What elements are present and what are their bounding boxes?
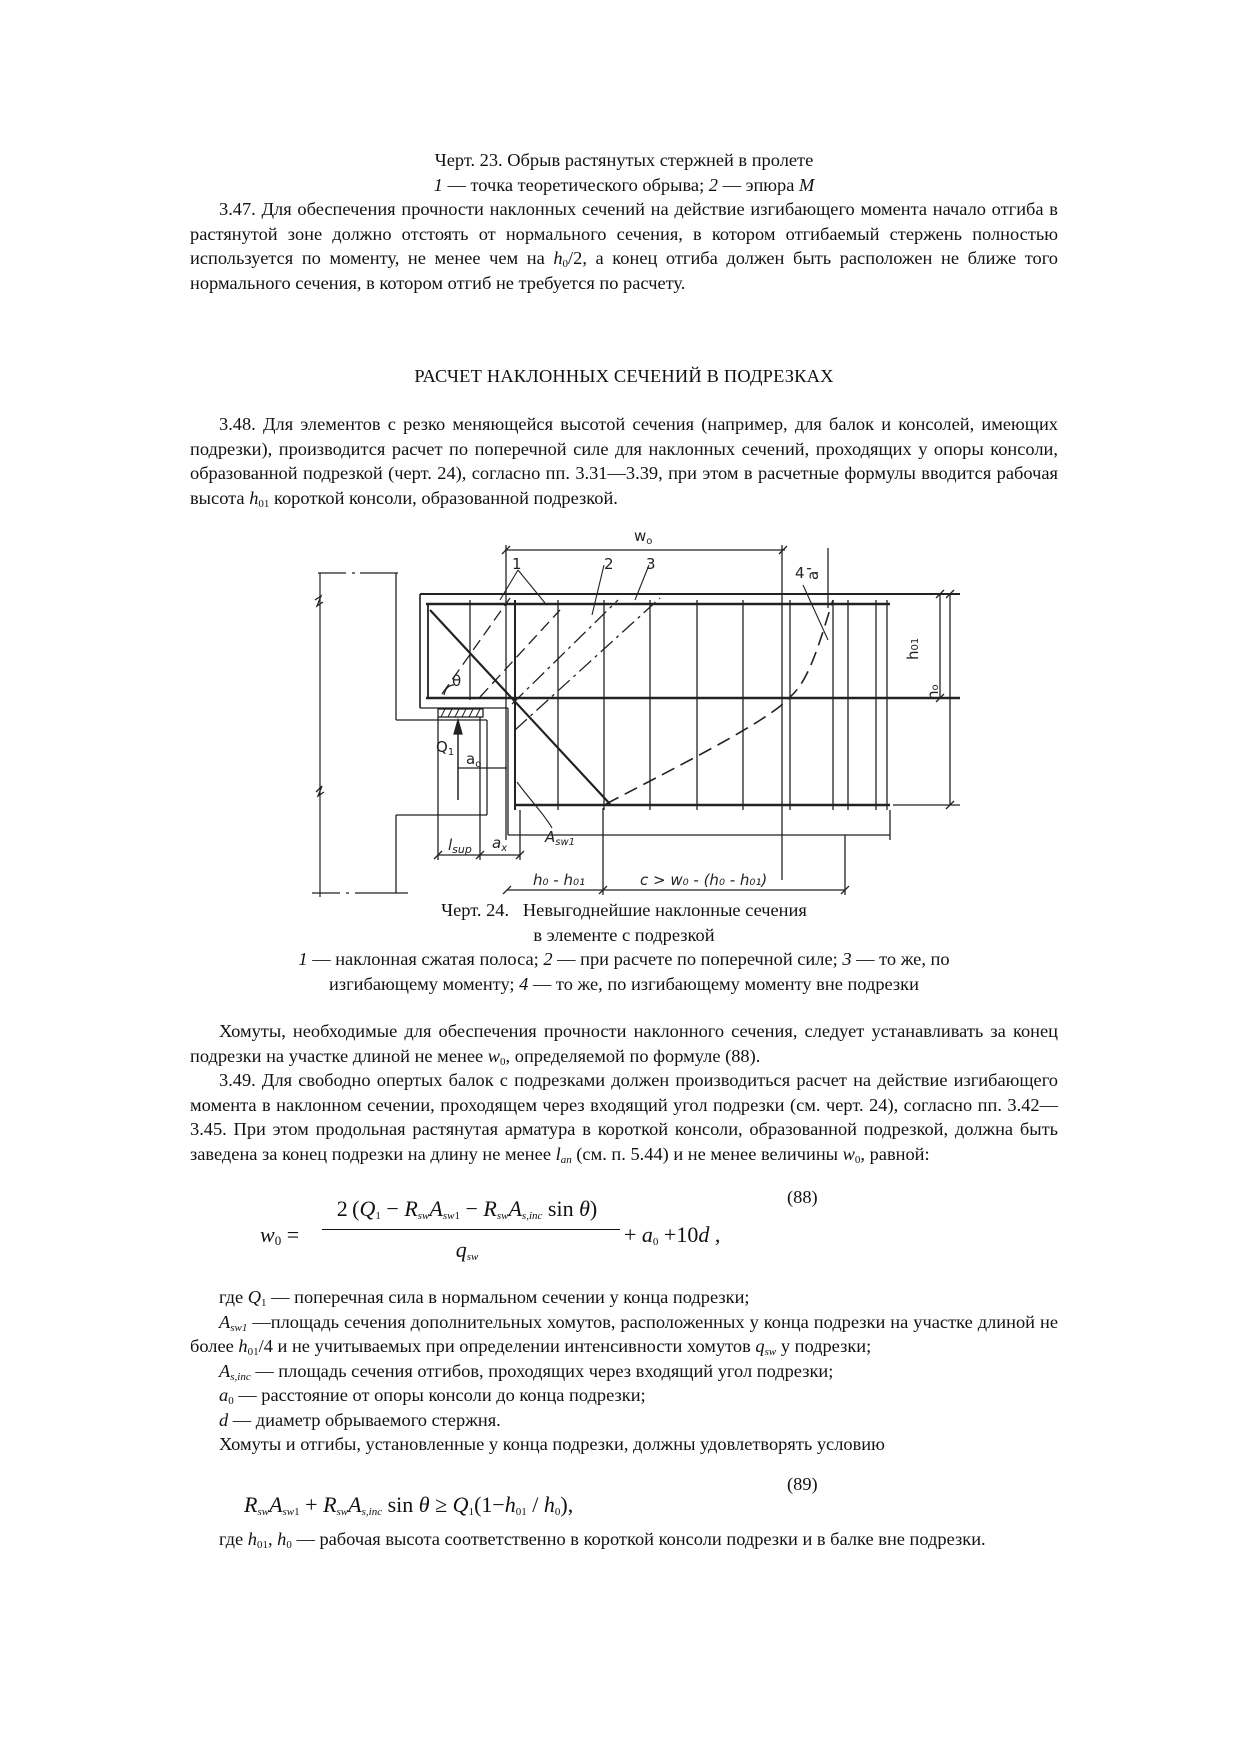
label-h0: ho: [924, 684, 942, 700]
label-c-expression: c > w₀ - (h₀ - h₀₁): [640, 871, 768, 889]
symbol: w: [842, 1143, 855, 1164]
symbol: h: [553, 248, 563, 268]
label-w0: $w_o$: [634, 527, 653, 547]
paragraph-final: где $h_{01}$, $h_0$ — рабочая высота соответственно в короткой консоли подрезки и в балке вне подрезки.: [219, 1529, 986, 1551]
legend-text: — наклонная сжатая полоса;: [307, 949, 544, 969]
fraction-bar: [322, 1229, 620, 1230]
definitions-list: [190, 1285, 1058, 1457]
subscript: 0: [854, 1153, 861, 1166]
label-theta: θ: [452, 672, 462, 690]
symbol: w: [487, 1045, 501, 1066]
symbol: l: [555, 1143, 561, 1164]
label-4: 4: [795, 564, 805, 582]
text: 3.47. Для обеспечения прочности наклонных сечений на действие изгибающего момента начало отгиба в растянутой зоне должно отстоять от нормального сечения, в котором отгибаемый стержень полностью используется по моменту, не менее чем на: [190, 199, 1058, 268]
subscript: 0: [500, 1055, 506, 1068]
legend-number: 2: [543, 949, 553, 969]
definition-d: d — диаметр обрываемого стержня.: [219, 1409, 501, 1430]
equation-89-number: (89): [787, 1474, 818, 1494]
legend-text: — точка теоретического обрыва;: [442, 174, 709, 195]
paragraph-stirrups: [190, 1019, 1058, 1068]
text: 3.49. Для свободно опертых балок с подрезками должен производиться расчет на действие изгибающего момента в наклонном сечении, проходящем через входящий угол подрезки (см. черт. 24), согласно пп. 3.42—3.45. При этом продольная растянутая арматура в короткой консоли, образованной подрезкой, должна быть заведена за конец подрезки на длину не менее: [190, 1070, 1058, 1164]
equation-88-number: (88): [787, 1187, 818, 1207]
legend-text: — то же, по: [851, 949, 950, 969]
legend-text: — то же, по изгибающему моменту вне подрезки: [528, 973, 919, 994]
legend-text: — при расчете по поперечной силе;: [552, 949, 843, 969]
legend-symbol: M: [799, 174, 815, 195]
text: 3.48. Для элементов с резко меняющейся высотой сечения (например, для балок и консолей, имеющих подрезки), производится расчет по поперечной силе для наклонных сечений, проходящих у опоры консоли, образованной подрезкой (черт. 24), согласно пп. 3.31—3.39, при этом в расчетные формулы вводится рабочая высота: [190, 414, 1058, 508]
label-2: 2: [604, 555, 614, 573]
eq88-numerator: 2 ($Q_1 - R_{sw}A_{sw1} - R_{sw}A_{s,inc}$ sin θ): [336, 1196, 598, 1222]
text: , определяемой по формуле (88).: [505, 1045, 761, 1066]
equation-89: $R_{sw}A_{sw1} + R_{sw}A_{s,inc}$ $\sin \theta \ge Q_1(1-h_{01} / h_0)$,: [244, 1492, 574, 1518]
equation-88: [260, 1196, 780, 1276]
label-asw1: $A_{sw1}$: [545, 828, 576, 848]
label-lsup: $l_{sup}$: [448, 836, 472, 856]
figure-24-caption: [190, 898, 1058, 996]
section-heading: РАСЧЕТ НАКЛОННЫХ СЕЧЕНИЙ В ПОДРЕЗКАХ: [414, 366, 834, 386]
paragraph-3-49: [190, 1068, 1058, 1166]
subscript: 0: [562, 258, 569, 270]
text: , равной:: [860, 1143, 930, 1164]
label-a0: $a_o$: [466, 750, 482, 770]
subscript: 01: [258, 497, 270, 510]
eq88-tail: + $a_0 +10d$ ,: [624, 1222, 721, 1248]
figure-24-legend: [190, 947, 1058, 996]
subscript: an: [560, 1153, 572, 1166]
legend-number: 4: [519, 973, 529, 994]
figure-23-title: Черт. 23. Обрыв растянутых стержней в пролете: [434, 150, 814, 170]
paragraph-condition: Хомуты и отгибы, установленные у конца подрезки, должны удовлетворять условию: [219, 1434, 885, 1454]
label-1: 1: [512, 555, 522, 573]
legend-number: 3: [842, 949, 852, 969]
legend-number: 1: [298, 949, 308, 969]
eq88-denominator: $q_{sw}$: [455, 1237, 479, 1263]
text: Хомуты, необходимые для обеспечения прочности наклонного сечения, следует устанавливать за конец подрезки на участке длиной не менее: [190, 1021, 1058, 1066]
eq88-lhs: $w_0$ =: [260, 1222, 300, 1248]
legend-number: 1: [433, 174, 443, 195]
legend-text: — эпюра: [717, 174, 800, 195]
definition-a0: $a_0$ — расстояние от опоры консоли до конца подрезки;: [219, 1385, 646, 1407]
label-q1: $Q_1$: [436, 738, 455, 758]
figure-24-subtitle: в элементе с подрезкой: [533, 924, 715, 945]
label-a-prime: a': [804, 566, 822, 580]
definition-as-inc: $A_{s,inc}$ — площадь сечения отгибов, проходящих через входящий угол подрезки;: [219, 1360, 834, 1383]
text: (см. п. 5.44) и не менее величины: [571, 1143, 843, 1164]
legend-text: изгибающему моменту;: [329, 973, 520, 994]
definition-q1: где $Q_1$ — поперечная сила в нормальном сечении у конца подрезки;: [219, 1287, 750, 1309]
symbol: h: [249, 487, 259, 508]
figure-24-title: Черт. 24. Невыгоднейшие наклонные сечения: [441, 900, 807, 920]
label-ax: $a_x$: [492, 834, 508, 854]
text: короткой консоли, образованной подрезкой.: [269, 487, 618, 508]
definition-asw1: $A_{sw1}$ —площадь сечения дополнительных хомутов, расположенных у конца подрезки на участке длиной не более $h_{01}/4$ и не учитываемых при определении интенсивности хомутов $q_{sw}$ у подрезки;: [190, 1311, 1058, 1358]
label-h0-minus-h01: h₀ - h₀₁: [533, 871, 586, 889]
label-h01: h01: [904, 637, 922, 660]
legend-number: 2: [708, 174, 718, 195]
text: /2, а конец отгиба должен быть расположен не ближе того нормального сечения, в котором отгиб не требуется по расчету.: [190, 248, 1059, 293]
label-3: 3: [646, 555, 656, 573]
